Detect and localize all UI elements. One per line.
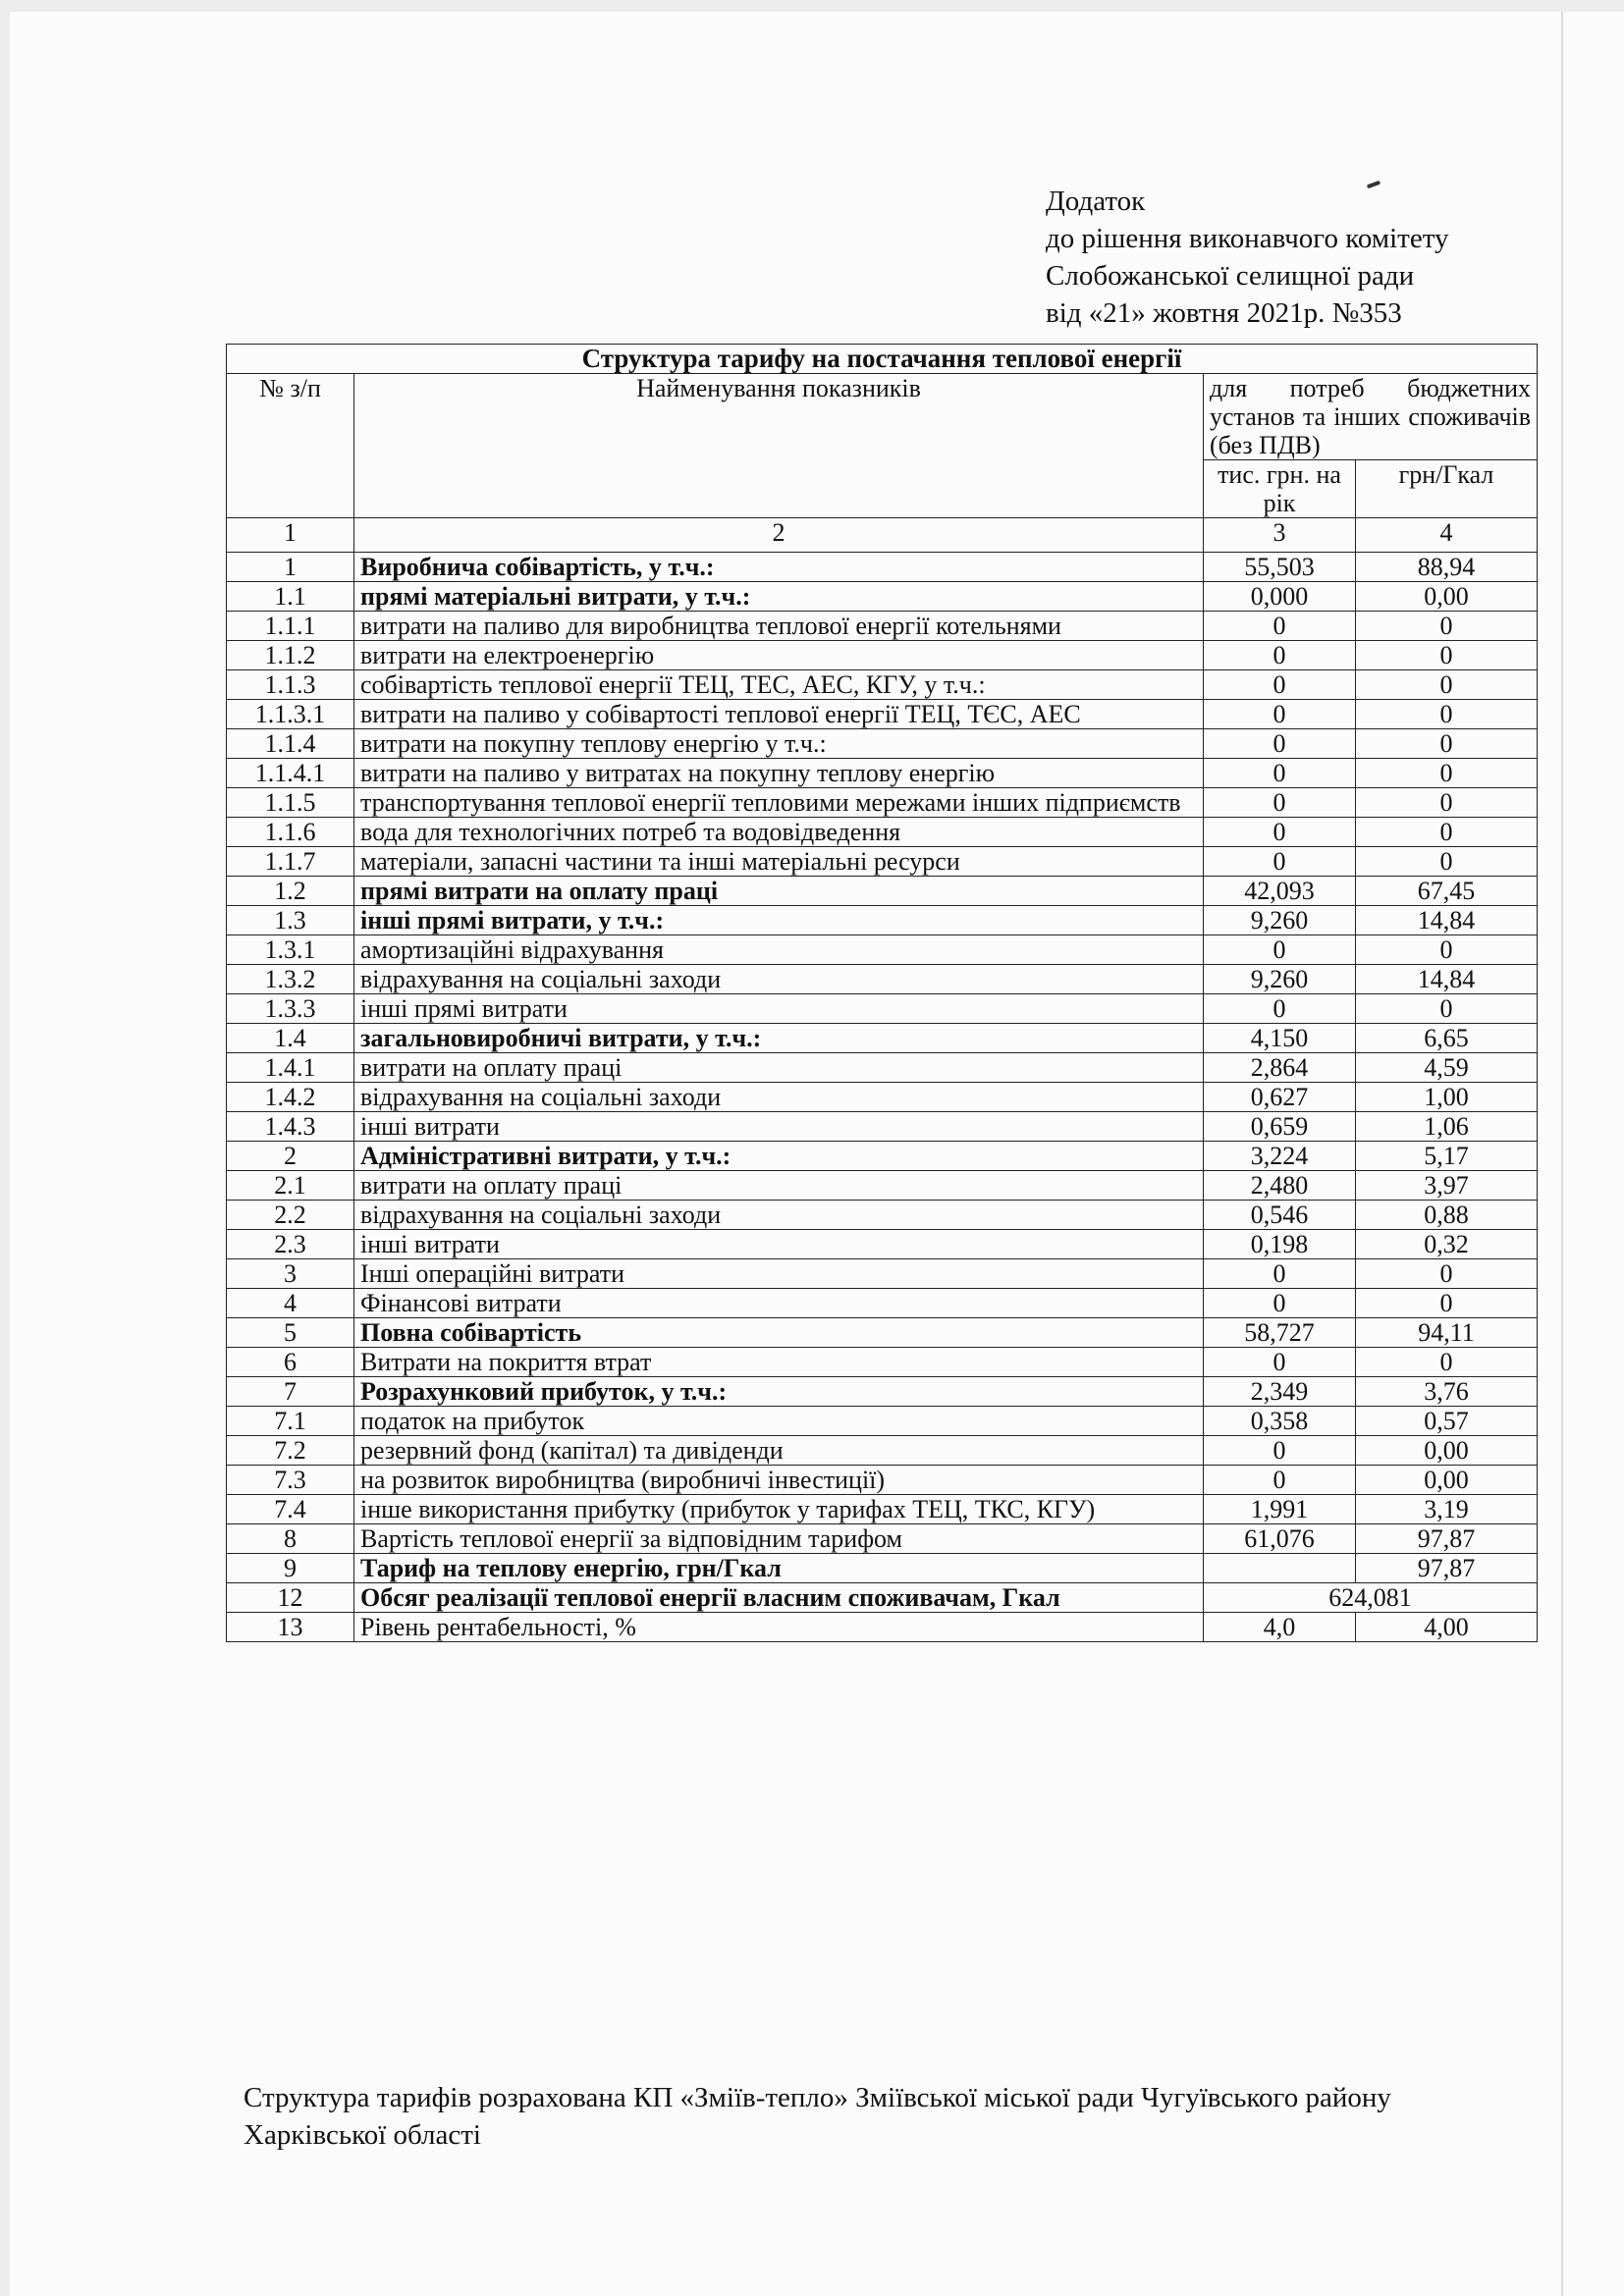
table-row (227, 1083, 1538, 1112)
table-row (227, 1318, 1538, 1348)
row-value-gcal: 0,88 (1356, 1201, 1538, 1230)
row-number: 1.3.1 (227, 935, 354, 965)
row-number: 2 (227, 1142, 354, 1171)
row-value-gcal: 97,87 (1356, 1554, 1538, 1583)
table-row (227, 1524, 1538, 1554)
row-label: витрати на оплату праці (354, 1171, 1204, 1201)
footnote: Структура тарифів розрахована КП «Зміїв-тепло» Зміївської міської ради Чугуївського району Харківської області (244, 2082, 1391, 2151)
row-value-gcal: 88,94 (1356, 553, 1538, 582)
row-label: вода для технологічних потреб та водовідведення (354, 818, 1204, 847)
row-label: Рівень рентабельності, % (354, 1613, 1204, 1642)
row-value-gcal: 94,11 (1356, 1318, 1538, 1348)
row-label: собівартість теплової енергії ТЕЦ, ТЕС, АЕС, КГУ, у т.ч.: (354, 670, 1204, 700)
row-number: 1.1.7 (227, 847, 354, 877)
row-value-gcal: 0 (1356, 759, 1538, 788)
row-value-gcal: 0 (1356, 1259, 1538, 1289)
row-label: витрати на паливо у витратах на покупну теплову енергію (354, 759, 1204, 788)
table-row (227, 1289, 1538, 1318)
table-row (227, 965, 1538, 994)
row-label: інші прямі витрати (354, 994, 1204, 1024)
table-row (227, 759, 1538, 788)
row-number: 7.4 (227, 1495, 354, 1524)
row-value-gcal: 0 (1356, 700, 1538, 729)
row-number: 3 (227, 1259, 354, 1289)
table-row (227, 1024, 1538, 1053)
table-row (227, 1112, 1538, 1142)
row-value-gcal: 6,65 (1356, 1024, 1538, 1053)
row-number: 1.1.4 (227, 729, 354, 759)
row-label: Вартість теплової енергії за відповідним тарифом (354, 1524, 1204, 1554)
row-number: 1.1 (227, 582, 354, 612)
row-number: 1.4.2 (227, 1083, 354, 1112)
row-label: витрати на паливо у собівартості теплової енергії ТЕЦ, ТЄС, АЕС (354, 700, 1204, 729)
row-number: 7 (227, 1377, 354, 1407)
row-label: відрахування на соціальні заходи (354, 1201, 1204, 1230)
addendum-line: від «21» жовтня 2021р. №353 (1046, 297, 1402, 329)
table-row (227, 729, 1538, 759)
table-row (227, 1407, 1538, 1436)
row-label: інше використання прибутку (прибуток у тарифах ТЕЦ, ТКС, КГУ) (354, 1495, 1204, 1524)
row-label: Тариф на теплову енергію, грн/Гкал (354, 1554, 1204, 1583)
row-label: матеріали, запасні частини та інші матеріальні ресурси (354, 847, 1204, 877)
row-label: Витрати на покриття втрат (354, 1348, 1204, 1377)
row-value-gcal: 3,76 (1356, 1377, 1538, 1407)
row-value-gcal: 1,00 (1356, 1083, 1538, 1112)
row-value-gcal: 14,84 (1356, 965, 1538, 994)
row-number: 1.1.4.1 (227, 759, 354, 788)
row-value-gcal: 0 (1356, 935, 1538, 965)
row-value-thousand: 2,864 (1204, 1053, 1356, 1083)
row-value-thousand: 0,000 (1204, 582, 1356, 612)
table-row (227, 641, 1538, 670)
row-value-thousand: 0 (1204, 759, 1356, 788)
row-number: 1.4.3 (227, 1112, 354, 1142)
row-label: амортизаційні відрахування (354, 935, 1204, 965)
row-label: Розрахунковий прибуток, у т.ч.: (354, 1377, 1204, 1407)
row-value-thousand: 0 (1204, 1466, 1356, 1495)
row-number: 1.1.1 (227, 612, 354, 641)
table-row (227, 1348, 1538, 1377)
row-label: Адміністративні витрати, у т.ч.: (354, 1142, 1204, 1171)
row-number: 9 (227, 1554, 354, 1583)
row-value-gcal: 0,00 (1356, 1436, 1538, 1466)
row-value-thousand: 61,076 (1204, 1524, 1356, 1554)
row-value-thousand: 0,659 (1204, 1112, 1356, 1142)
row-label: загальновиробничі витрати, у т.ч.: (354, 1024, 1204, 1053)
row-number: 7.2 (227, 1436, 354, 1466)
table-row (227, 935, 1538, 965)
row-value-thousand: 0 (1204, 935, 1356, 965)
row-number: 2.1 (227, 1171, 354, 1201)
row-value-thousand: 0 (1204, 729, 1356, 759)
table-row (227, 1201, 1538, 1230)
table-row (227, 700, 1538, 729)
table-row (227, 1436, 1538, 1466)
table-row (227, 1230, 1538, 1259)
header-unit-gcal: грн/Гкал (1356, 460, 1538, 518)
row-label: Повна собівартість (354, 1318, 1204, 1348)
row-value-gcal: 0 (1356, 818, 1538, 847)
row-label: інші витрати (354, 1112, 1204, 1142)
table-row (227, 670, 1538, 700)
table-row (227, 553, 1538, 582)
row-value-gcal: 4,00 (1356, 1613, 1538, 1642)
row-value-gcal: 67,45 (1356, 877, 1538, 906)
row-value-thousand: 0 (1204, 818, 1356, 847)
row-number: 1.1.2 (227, 641, 354, 670)
row-value-thousand: 0 (1204, 1348, 1356, 1377)
row-value-thousand: 9,260 (1204, 906, 1356, 935)
row-value-thousand: 55,503 (1204, 553, 1356, 582)
row-number: 13 (227, 1613, 354, 1642)
row-value-gcal: 0 (1356, 847, 1538, 877)
row-number: 1.1.6 (227, 818, 354, 847)
row-value-thousand: 0 (1204, 847, 1356, 877)
row-number: 2.3 (227, 1230, 354, 1259)
row-number: 7.1 (227, 1407, 354, 1436)
row-value-thousand: 58,727 (1204, 1318, 1356, 1348)
row-value-thousand: 0 (1204, 700, 1356, 729)
table-row (227, 818, 1538, 847)
index-cell: 1 (227, 518, 354, 553)
row-value-thousand: 0,358 (1204, 1407, 1356, 1436)
row-value-thousand: 0 (1204, 994, 1356, 1024)
table-row (227, 1495, 1538, 1524)
addendum-line: Додаток (1046, 186, 1146, 217)
table-row (227, 1142, 1538, 1171)
row-value-gcal: 97,87 (1356, 1524, 1538, 1554)
index-cell: 4 (1356, 518, 1538, 553)
row-value-thousand: 0 (1204, 1259, 1356, 1289)
row-number: 4 (227, 1289, 354, 1318)
header-unit-thousand: тис. грн. на рік (1204, 460, 1356, 518)
row-value-thousand: 1,991 (1204, 1495, 1356, 1524)
row-value-thousand: 0 (1204, 641, 1356, 670)
sheet-edge (1561, 12, 1563, 2296)
table-row (227, 1377, 1538, 1407)
row-label: прямі витрати на оплату праці (354, 877, 1204, 906)
table-title: Структура тарифу на постачання теплової енергії (227, 345, 1538, 374)
row-value-gcal: 14,84 (1356, 906, 1538, 935)
row-value-gcal: 3,97 (1356, 1171, 1538, 1201)
row-value-thousand: 0 (1204, 1436, 1356, 1466)
row-label: Обсяг реалізації теплової енергії власним споживачам, Гкал (354, 1583, 1204, 1613)
row-label: відрахування на соціальні заходи (354, 965, 1204, 994)
row-number: 2.2 (227, 1201, 354, 1230)
row-value-gcal: 0 (1356, 612, 1538, 641)
row-value-thousand: 0 (1204, 612, 1356, 641)
row-value-thousand (1204, 1554, 1356, 1583)
row-number: 1 (227, 553, 354, 582)
row-value-thousand: 0,546 (1204, 1201, 1356, 1230)
row-number: 5 (227, 1318, 354, 1348)
header-group: для потреб бюджетних установ та інших споживачів (без ПДВ) (1204, 374, 1538, 460)
row-value-thousand: 2,349 (1204, 1377, 1356, 1407)
row-value-gcal: 0 (1356, 1348, 1538, 1377)
table-row (227, 906, 1538, 935)
table-row (227, 1171, 1538, 1201)
table-row (227, 612, 1538, 641)
row-label: витрати на покупну теплову енергію у т.ч.: (354, 729, 1204, 759)
tariff-table (226, 344, 1538, 1642)
row-number: 1.1.3.1 (227, 700, 354, 729)
row-value-gcal: 1,06 (1356, 1112, 1538, 1142)
row-label: витрати на електроенергію (354, 641, 1204, 670)
table-row (227, 994, 1538, 1024)
row-label: транспортування теплової енергії тепловими мережами інших підприємств (354, 788, 1204, 818)
addendum-block (1046, 183, 1576, 332)
row-value-gcal: 0,57 (1356, 1407, 1538, 1436)
table-row (227, 1466, 1538, 1495)
table-row (227, 1583, 1538, 1613)
row-label: інші витрати (354, 1230, 1204, 1259)
row-label: резервний фонд (капітал) та дивіденди (354, 1436, 1204, 1466)
row-value-thousand: 0,627 (1204, 1083, 1356, 1112)
table-row (227, 1259, 1538, 1289)
row-label: Виробнича собівартість, у т.ч.: (354, 553, 1204, 582)
row-number: 1.2 (227, 877, 354, 906)
row-value-thousand: 0 (1204, 788, 1356, 818)
row-number: 1.4 (227, 1024, 354, 1053)
row-number: 6 (227, 1348, 354, 1377)
row-number: 12 (227, 1583, 354, 1613)
table-row (227, 877, 1538, 906)
table-row (227, 1554, 1538, 1583)
row-value-thousand: 3,224 (1204, 1142, 1356, 1171)
row-value-gcal: 0,32 (1356, 1230, 1538, 1259)
row-value-gcal: 0,00 (1356, 582, 1538, 612)
row-value-gcal: 5,17 (1356, 1142, 1538, 1171)
table-row (227, 847, 1538, 877)
row-value-gcal: 0 (1356, 670, 1538, 700)
row-value-gcal: 0 (1356, 1289, 1538, 1318)
index-cell: 2 (354, 518, 1204, 553)
row-number: 1.1.5 (227, 788, 354, 818)
row-value-gcal: 0 (1356, 994, 1538, 1024)
table-row (227, 582, 1538, 612)
row-value-thousand: 9,260 (1204, 965, 1356, 994)
row-value-gcal: 3,19 (1356, 1495, 1538, 1524)
row-value-merged: 624,081 (1204, 1583, 1538, 1613)
row-label: на розвиток виробництва (виробничі інвестиції) (354, 1466, 1204, 1495)
row-label: витрати на паливо для виробництва теплової енергії котельнями (354, 612, 1204, 641)
row-value-thousand: 0 (1204, 1289, 1356, 1318)
table-row (227, 1613, 1538, 1642)
row-value-gcal: 0 (1356, 788, 1538, 818)
row-value-thousand: 2,480 (1204, 1171, 1356, 1201)
row-number: 7.3 (227, 1466, 354, 1495)
index-cell: 3 (1204, 518, 1356, 553)
row-value-thousand: 42,093 (1204, 877, 1356, 906)
addendum-line: до рішення виконавчого комітету (1046, 223, 1449, 254)
row-value-gcal: 0 (1356, 729, 1538, 759)
row-label: податок на прибуток (354, 1407, 1204, 1436)
row-label: прямі матеріальні витрати, у т.ч.: (354, 582, 1204, 612)
row-number: 8 (227, 1524, 354, 1554)
row-number: 1.1.3 (227, 670, 354, 700)
header-num: № з/п (227, 374, 354, 518)
row-number: 1.4.1 (227, 1053, 354, 1083)
addendum-line: Слобожанської селищної ради (1046, 260, 1415, 292)
row-value-thousand: 0,198 (1204, 1230, 1356, 1259)
row-value-thousand: 4,150 (1204, 1024, 1356, 1053)
table-row (227, 788, 1538, 818)
table-row (227, 1053, 1538, 1083)
row-value-gcal: 0,00 (1356, 1466, 1538, 1495)
header-name: Найменування показників (354, 374, 1204, 518)
row-value-thousand: 0 (1204, 670, 1356, 700)
row-label: Фінансові витрати (354, 1289, 1204, 1318)
row-number: 1.3.2 (227, 965, 354, 994)
row-value-thousand: 4,0 (1204, 1613, 1356, 1642)
row-label: витрати на оплату праці (354, 1053, 1204, 1083)
row-value-gcal: 4,59 (1356, 1053, 1538, 1083)
row-number: 1.3.3 (227, 994, 354, 1024)
row-value-gcal: 0 (1356, 641, 1538, 670)
row-number: 1.3 (227, 906, 354, 935)
row-label: відрахування на соціальні заходи (354, 1083, 1204, 1112)
row-label: Інші операційні витрати (354, 1259, 1204, 1289)
row-label: інші прямі витрати, у т.ч.: (354, 906, 1204, 935)
